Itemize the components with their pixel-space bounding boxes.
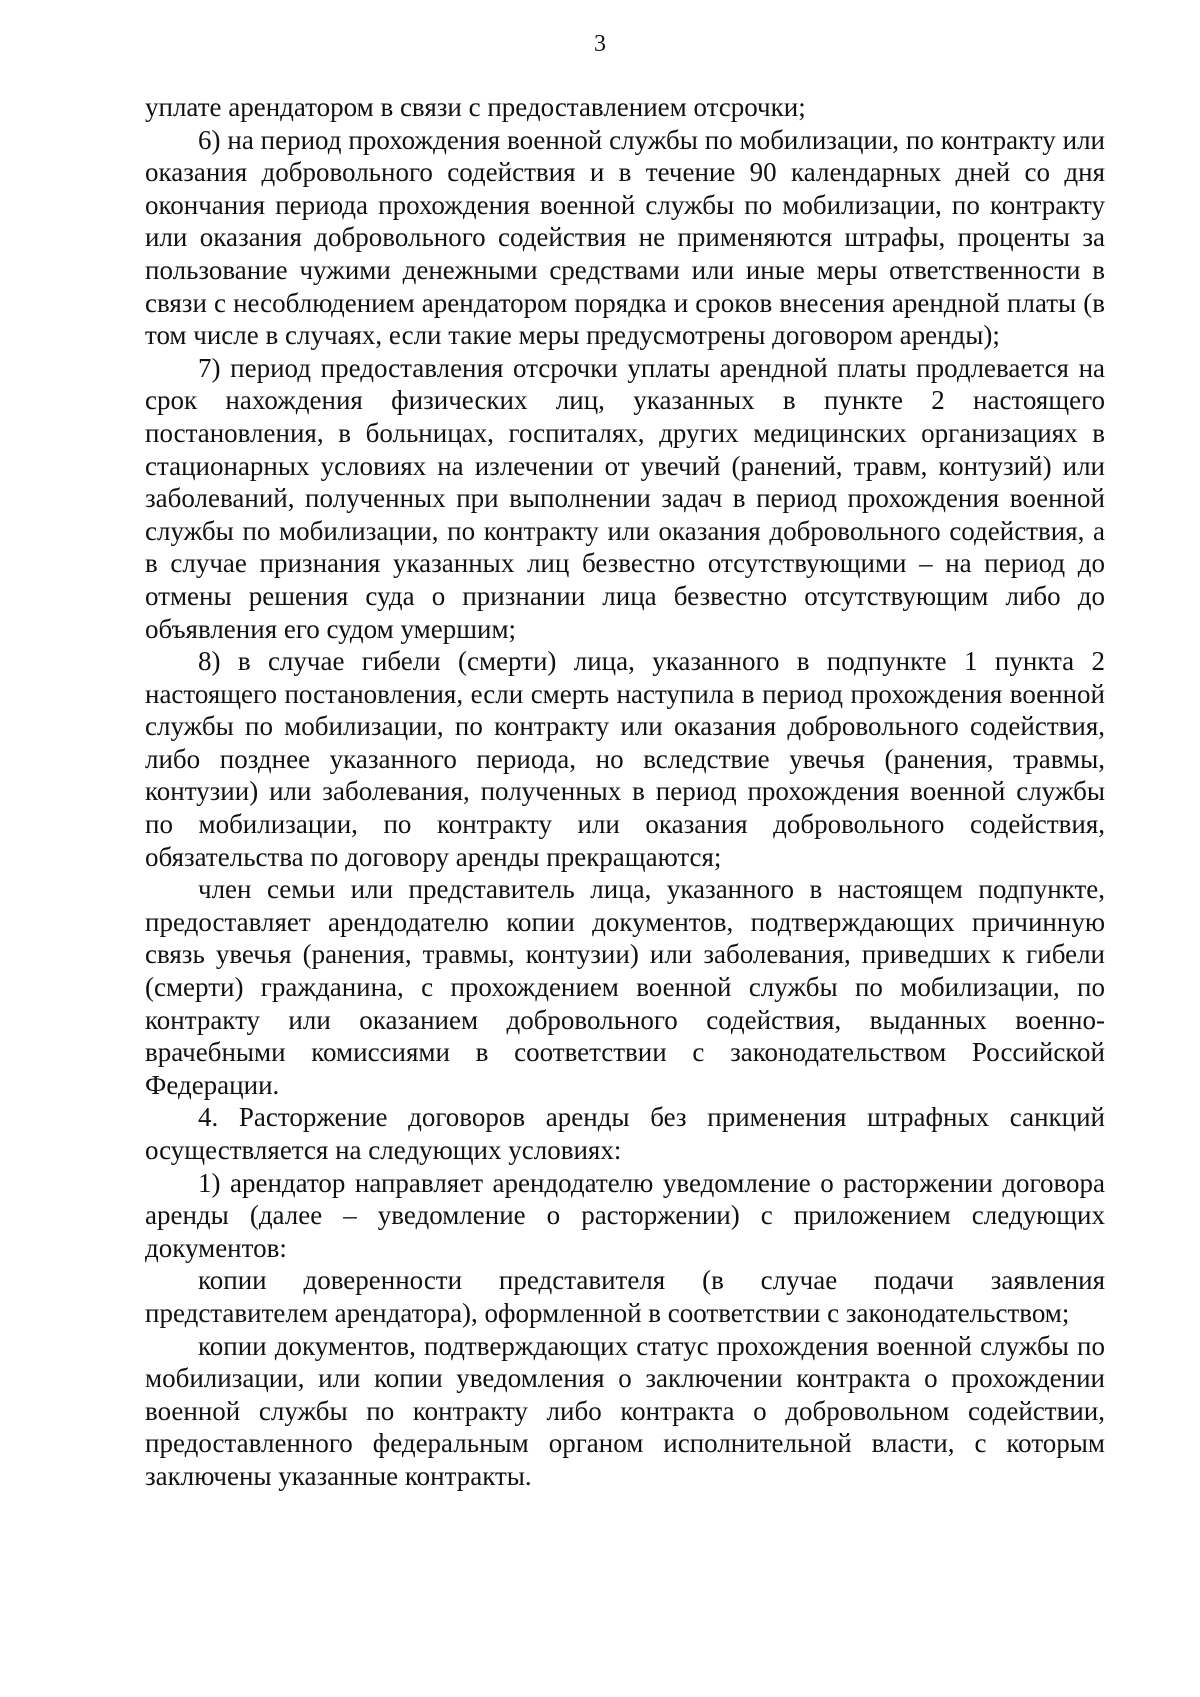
paragraph-service-documents: копии документов, подтверждающих статус прохождения военной службы по мобилизации, или копии уведомления о заключении контракта о прохождении военной службы по контракту либо контракта о добровольном содействии, предоставленного федеральным органом исполнительной власти, с которым заключены указанные контракты. [145,1330,1105,1491]
paragraph-item-7: 7) период предоставления отсрочки уплаты арендной платы продлевается на срок нахождения физических лиц, указанных в пункте 2 настоящего постановления, в больницах, госпиталях, других медицинских организациях в стационарных условиях на излечении от увечий (ранений, травм, контузий) или заболеваний, полученных при выполнении задач в период прохождения военной службы по мобилизации, по контракту или оказания добровольного содействия, а в случае признания указанных лиц безвестно отсутствующими – на период до отмены решения суда о признании лица безвестно отсутствующим либо до объявления его судом умершим; [145,352,1105,644]
paragraph-section-4-item-1: 1) арендатор направляет арендодателю уведомление о расторжении договора аренды (далее – уведомление о расторжении) с приложением следующих документов: [145,1167,1105,1263]
paragraph-power-of-attorney: копии доверенности представителя (в случае подачи заявления представителем арендатора), оформленной в соответствии с законодательством; [145,1265,1105,1328]
page-number: 3 [594,31,606,57]
paragraph-item-6: 6) на период прохождения военной службы по мобилизации, по контракту или оказания добровольного содействия и в течение 90 календарных дней со дня окончания периода прохождения военной службы по мобилизации, по контракту или оказания добровольного содействия не применяются штрафы, проценты за пользование чужими денежными средствами или иные меры ответственности в связи с несоблюдением арендатором порядка и сроков внесения арендной платы (в том числе в случаях, если такие меры предусмотрены договором аренды); [145,124,1105,351]
paragraph-family-member: член семьи или представитель лица, указанного в настоящем подпункте, предоставляет арендодателю копии документов, подтверждающих причинную связь увечья (ранения, травмы, контузии) или заболевания, приведших к гибели (смерти) гражданина, с прохождением военной службы по мобилизации, по контракту или оказанием добровольного содействия, выданных военно-врачебными комиссиями в соответствии с законодательством Российской Федерации. [145,874,1105,1100]
paragraph-item-8: 8) в случае гибели (смерти) лица, указанного в подпункте 1 пункта 2 настоящего постановления, если смерть наступила в период прохождения военной службы по мобилизации, по контракту или оказания добровольного содействия, либо позднее указанного периода, но вследствие увечья (ранения, травмы, контузии) или заболевания, полученных в период прохождения военной службы по мобилизации, по контракту или оказания добровольного содействия, обязательства по договору аренды прекращаются; [145,646,1105,872]
paragraph-section-4: 4. Расторжение договоров аренды без применения штрафных санкций осуществляется на следующих условиях: [145,1102,1105,1165]
paragraph-continuation: уплате арендатором в связи с предоставлением отсрочки; [145,92,806,122]
document-body [145,91,1105,1493]
